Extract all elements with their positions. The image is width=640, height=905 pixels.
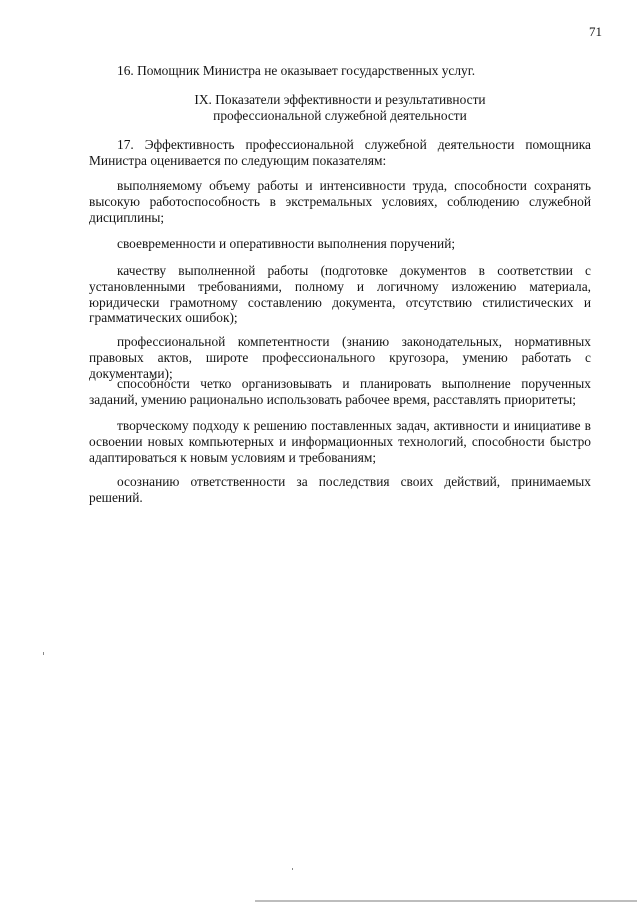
page-number: 71: [589, 24, 602, 39]
scan-speck: [292, 868, 293, 870]
criterion-item: профессиональной компетентности (знанию законодательных, нормативных правовых актов, широте профессионального кругозора, умению работать с документами);: [89, 334, 591, 381]
section-heading: [89, 92, 591, 124]
paragraph-16: 16. Помощник Министра не оказывает государственных услуг.: [117, 63, 476, 78]
criterion-item: своевременности и оперативности выполнения поручений;: [117, 236, 456, 251]
paragraph-17: 17. Эффективность профессиональной служебной деятельности помощника Министра оценивается по следующим показателям:: [89, 137, 591, 168]
criterion-item: способности четко организовывать и планировать выполнение порученных заданий, умению рационально использовать рабочее время, расставлять приоритеты;: [89, 376, 591, 407]
criterion-item: выполняемому объему работы и интенсивности труда, способности сохранять высокую работоспособность в экстремальных условиях, соблюдению служебной дисциплины;: [89, 178, 591, 225]
scan-speck: [43, 652, 44, 655]
criterion-item: творческому подходу к решению поставленных задач, активности и инициативе в освоении новых компьютерных и информационных технологий, способности быстро адаптироваться к новым условиям и требованиям;: [89, 418, 591, 465]
criterion-item: качеству выполненной работы (подготовке документов в соответствии с установленными требованиями, полному и логичному изложению материала, юридически грамотному составлению документа, отсутствию стилистических и грамматических ошибок);: [89, 263, 591, 326]
scan-edge-line: [255, 900, 637, 902]
criterion-item: осознанию ответственности за последствия своих действий, принимаемых решений.: [89, 474, 591, 505]
section-heading-line-1: IX. Показатели эффективности и результативности: [194, 92, 486, 107]
section-heading-line-2: профессиональной служебной деятельности: [213, 107, 467, 123]
